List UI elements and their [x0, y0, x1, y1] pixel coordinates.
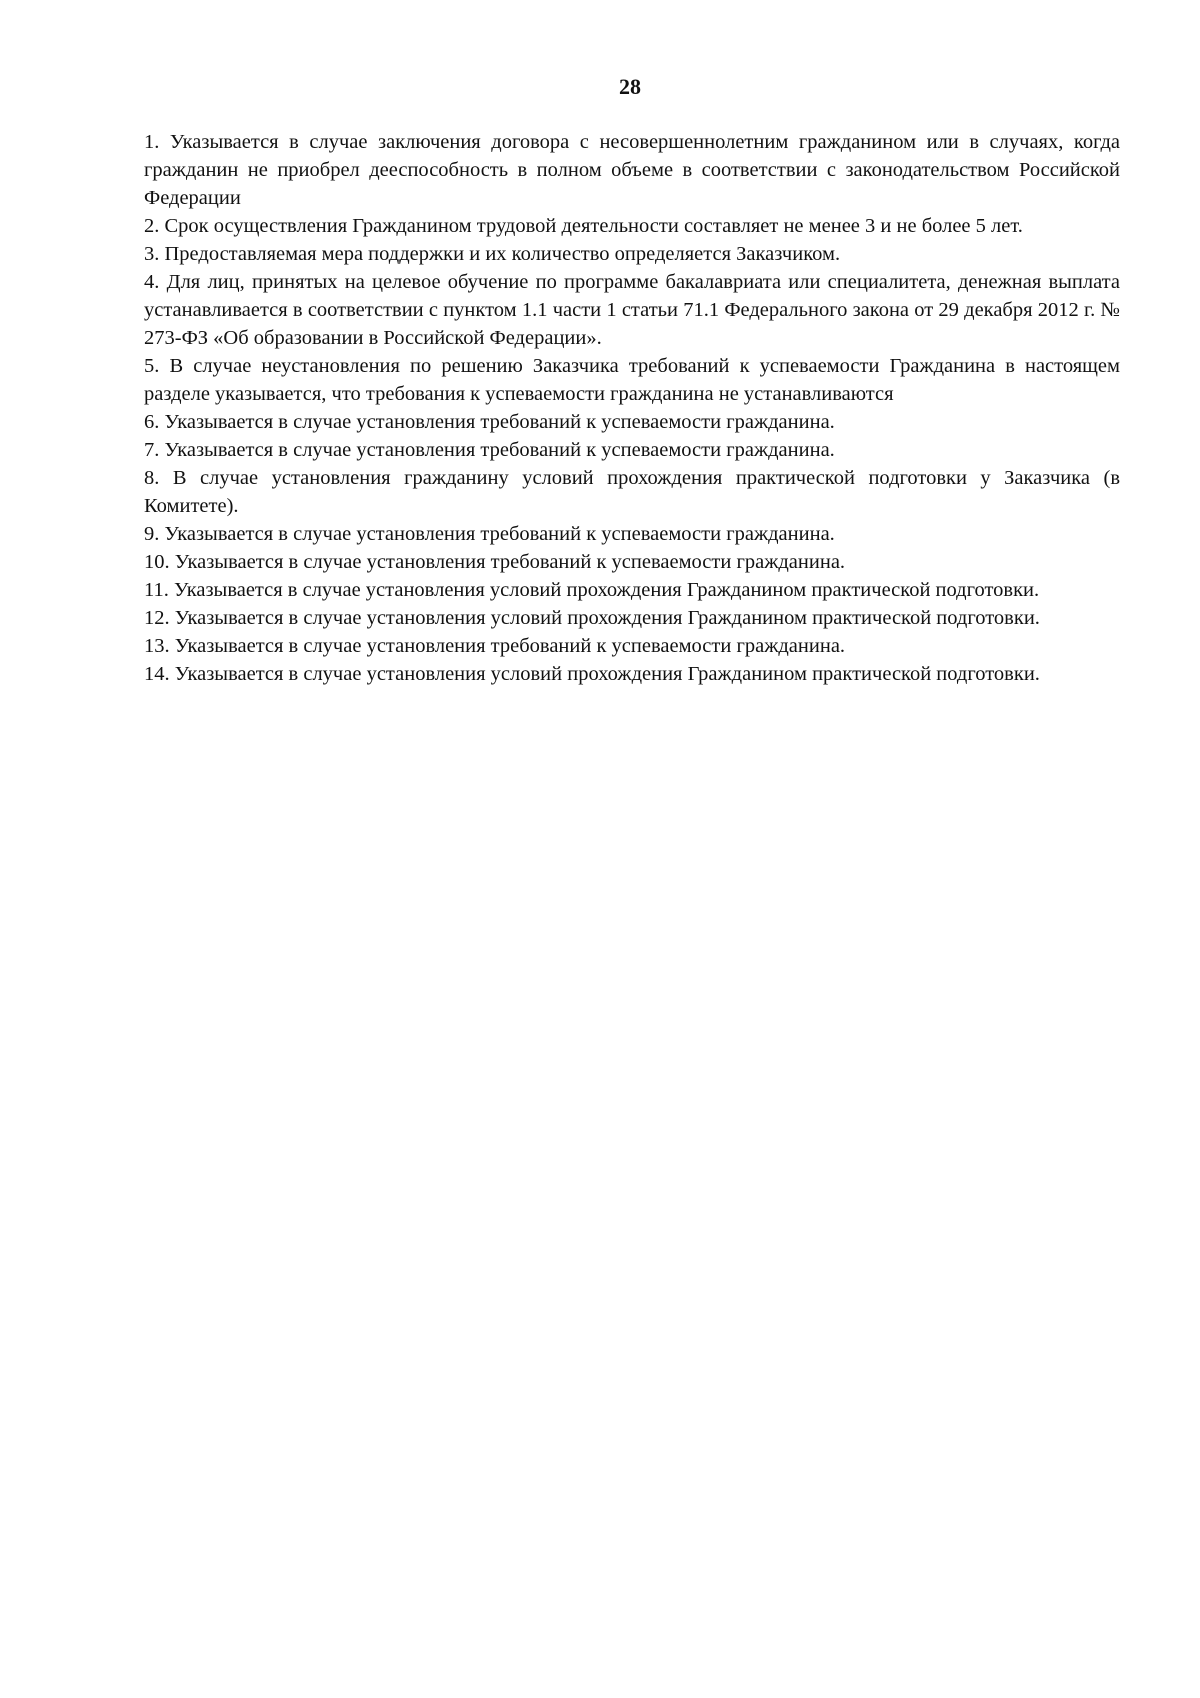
footnote-6: 6. Указывается в случае установления требований к успеваемости гражданина. [144, 411, 835, 433]
footnote-1: 1. Указывается в случае заключения договора с несовершеннолетним гражданином или в случаях, когда гражданин не приобрел дееспособность в полном объеме в соответствии с законодательством Российской Федерации [144, 131, 1120, 209]
footnote-13: 13. Указывается в случае установления требований к успеваемости гражданина. [144, 635, 846, 657]
footnote-9: 9. Указывается в случае установления требований к успеваемости гражданина. [144, 523, 835, 545]
footnote-11: 11. Указывается в случае установления условий прохождения Гражданином практической подготовки. [144, 579, 1040, 601]
footnote-4: 4. Для лиц, принятых на целевое обучение по программе бакалавриата или специалитета, денежная выплата устанавливается в соответствии с пунктом 1.1 части 1 статьи 71.1 Федерального закона от 29 декабря 2012 г. № 273-ФЗ «Об образовании в Российской Федерации». [144, 271, 1120, 349]
footnote-7: 7. Указывается в случае установления требований к успеваемости гражданина. [144, 439, 835, 461]
footnote-12: 12. Указывается в случае установления условий прохождения Гражданином практической подготовки. [144, 607, 1040, 629]
footnotes-list [144, 128, 1120, 688]
footnote-10: 10. Указывается в случае установления требований к успеваемости гражданина. [144, 551, 846, 573]
footnote-2: 2. Срок осуществления Гражданином трудовой деятельности составляет не менее 3 и не более 5 лет. [144, 215, 1023, 237]
footnote-14: 14. Указывается в случае установления условий прохождения Гражданином практической подготовки. [144, 663, 1040, 685]
footnote-8: 8. В случае установления гражданину условий прохождения практической подготовки у Заказчика (в Комитете). [144, 467, 1120, 517]
footnote-5: 5. В случае неустановления по решению Заказчика требований к успеваемости Гражданина в настоящем разделе указывается, что требования к успеваемости гражданина не устанавливаются [144, 355, 1120, 405]
page-number: 28 [619, 74, 641, 99]
footnote-3: 3. Предоставляемая мера поддержки и их количество определяется Заказчиком. [144, 243, 841, 265]
